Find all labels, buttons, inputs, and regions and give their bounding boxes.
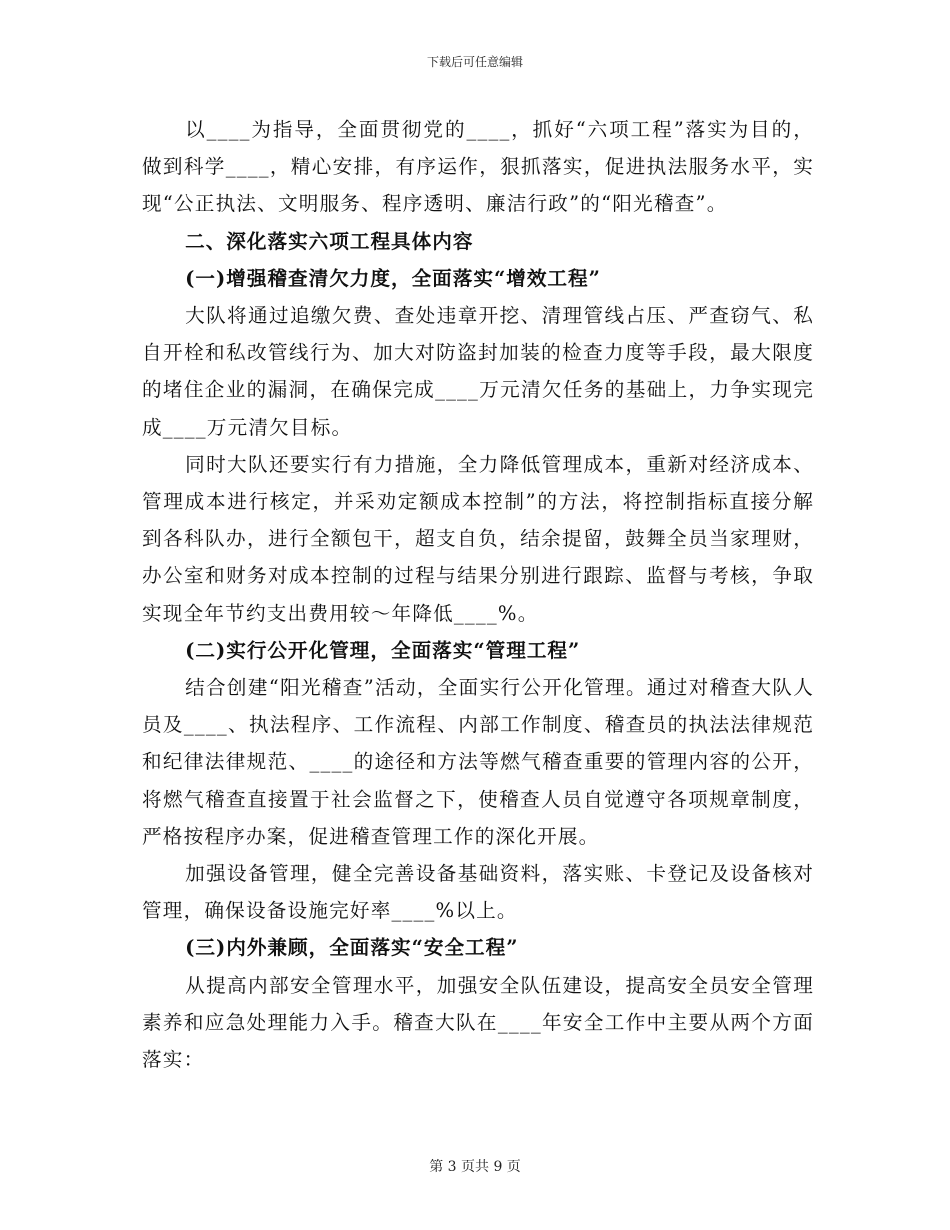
paragraph-cost-control: 同时大队还要实行有力措施，全力降低管理成本，重新对经济成本、管理成本进行核定，并采劝定额成本控制”的方法，将控制指标直接分解到各科队办，进行全额包干，超支自负，结余提留，鼓舞全员当家理财，办公室和财务对成本控制的过程与结果分别进行跟踪、监督与考核，争取实现全年节约支出费用较～年降低____%。 [142,452,814,625]
subheading-efficiency: (一)增强稽查清欠力度，全面落实“增效工程” [185,266,601,290]
subheading-management: (二)实行公开化管理，全面落实“管理工程” [185,638,581,662]
paragraph-public-management: 结合创建“阳光稽查”活动，全面实行公开化管理。通过对稽查大队人员及____、执法程序、工作流程、内部工作制度、稽查员的执法法律规范和纪律法律规范、____的途径和方法等燃气稽查重要的管理内容的公开，将燃气稽查直接置于社会监督之下，使稽查人员自觉遵守各项规章制度，严格按程序办案，促进稽查管理工作的深化开展。 [142,676,814,848]
paragraph-equipment: 加强设备管理，健全完善设备基础资料，落实账、卡登记及设备核对管理，确保设备设施完好率____%以上。 [142,862,814,923]
subheading-safety: (三)内外兼顾，全面落实“安全工程” [185,936,519,960]
page-footer: 第 3 页共 9 页 [429,1159,521,1175]
document-body [142,111,814,1078]
section-heading-2: 二、深化落实六项工程具体内容 [185,229,474,253]
paragraph-intro: 以____为指导，全面贯彻党的____，抓好“六项工程”落实为目的，做到科学____，精心安排，有序运作，狠抓落实，促进执法服务水平，实现“公正执法、文明服务、程序透明、廉洁行政”的“阳光稽查”。 [142,118,814,216]
page-header: 下载后可任意编辑 [426,55,523,69]
paragraph-safety: 从提高内部安全管理水平，加强安全队伍建设，提高安全员安全管理素养和应急处理能力入手。稽查大队在____年安全工作中主要从两个方面落实： [142,973,814,1072]
paragraph-arrears: 大队将通过追缴欠费、查处违章开挖、清理管线占压、严查窃气、私自开栓和私改管线行为、加大对防盗封加装的检查力度等手段，最大限度的堵住企业的漏洞，在确保完成____万元清欠任务的基础上，力争实现完成____万元清欠目标。 [142,304,814,439]
